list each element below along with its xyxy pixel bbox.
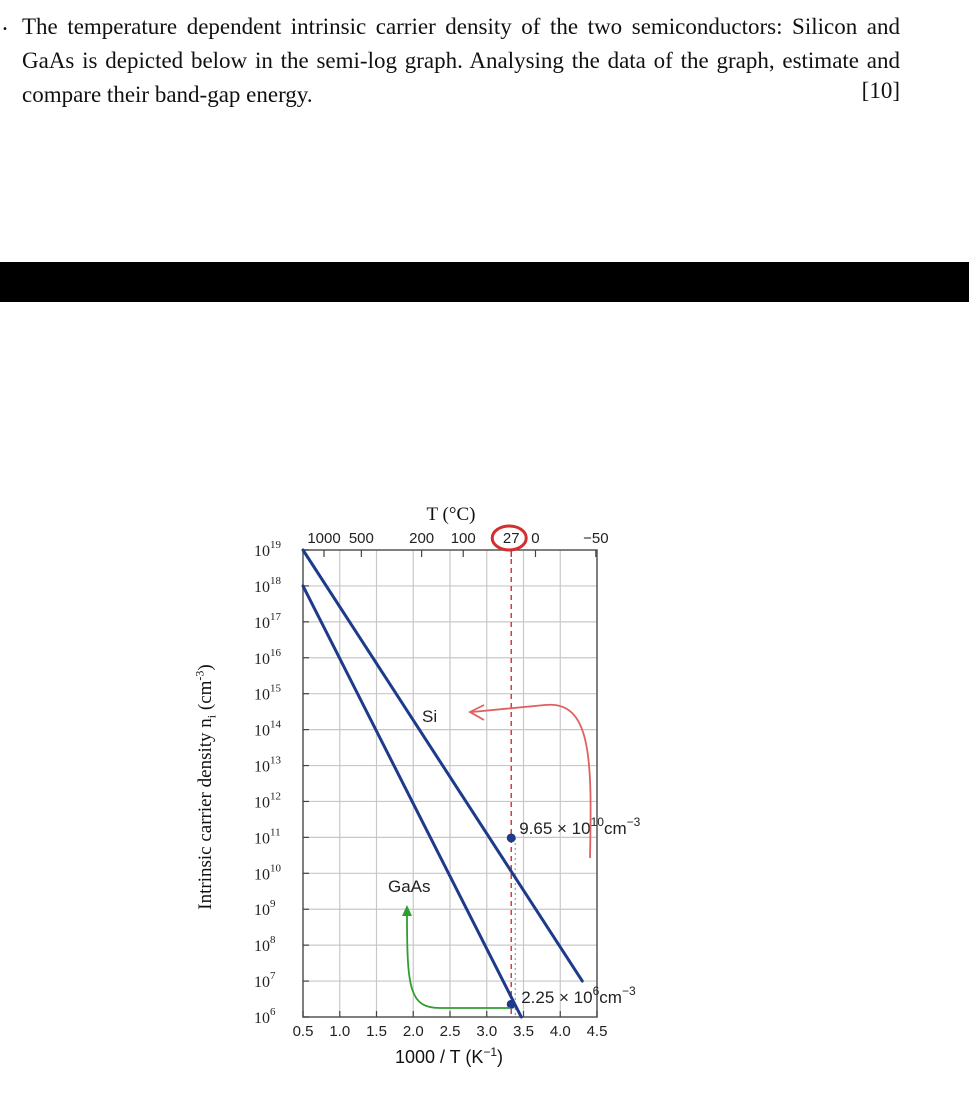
gaas-arrow-head [402,905,412,916]
x-tick-label: 1.5 [366,1023,387,1040]
series-label-gaas: GaAs [388,877,431,896]
top-tick-label: 200 [409,530,435,547]
x-tick-label: 0.5 [292,1023,314,1040]
question-text: The temperature dependent intrinsic carrier density of the two semiconductors: Silicon and GaAs is depicted below in the semi-log graph. Analysing the data of the graph, estimate and compare their band-gap energy. [22,14,900,107]
y-tick-label: $10^{10}$ [254,862,281,884]
top-tick-label: 1000 [307,530,341,547]
y-tick-label: $10^{14}$ [254,718,281,740]
x-tick-label: 4.5 [586,1023,608,1040]
y-tick-label: $10^{15}$ [254,682,281,704]
x-tick-label: 3.0 [476,1023,498,1040]
y-tick-label: $10^6$ [254,1006,276,1027]
x-tick-label: 3.5 [513,1023,534,1040]
top-tick-label: 27 [502,530,520,547]
y-tick-label: $10^7$ [254,970,276,992]
si-value-annotation: $9.65 \times 10^{10}cm^{-3}$ [519,814,641,838]
y-tick-label: $10^{16}$ [254,646,281,668]
x-tick-label: 2.5 [439,1023,461,1040]
top-tick-label: 0 [531,530,540,547]
y-tick-label: $10^{18}$ [254,574,281,596]
question-number: . [2,10,8,36]
series-label-si: Si [422,707,438,726]
y-tick-label: $10^{12}$ [254,790,281,812]
y-tick-label: $10^{11}$ [254,826,281,848]
x-axis-label: 1000 / T $(K^{-1})$ [394,1045,504,1067]
top-axis-title: T (°C) [426,504,476,525]
x-tick-label: 4.0 [549,1023,571,1040]
y-tick-label: $10^{13}$ [254,754,281,776]
si-arrow-head [470,705,484,720]
y-tick-label: $10^{19}$ [254,539,281,560]
y-axis-label: Intrinsic carrier density $n_i$ $(cm^{-3})$ [192,664,219,910]
x-tick-label: 2.0 [402,1023,424,1040]
y-tick-label: $10^8$ [254,934,276,956]
si-data-point [507,833,516,842]
question-marks: [10] [861,78,900,103]
top-tick-label: 100 [450,530,476,547]
y-tick-label: $10^{17}$ [254,610,281,632]
top-tick-label: 500 [348,530,374,547]
x-tick-label: 1.0 [329,1023,351,1040]
top-tick-label: −50 [583,530,609,547]
y-tick-label: $10^9$ [254,898,276,920]
gaas-value-annotation: $2.25 \times 10^6cm^{-3}$ [521,984,636,1007]
